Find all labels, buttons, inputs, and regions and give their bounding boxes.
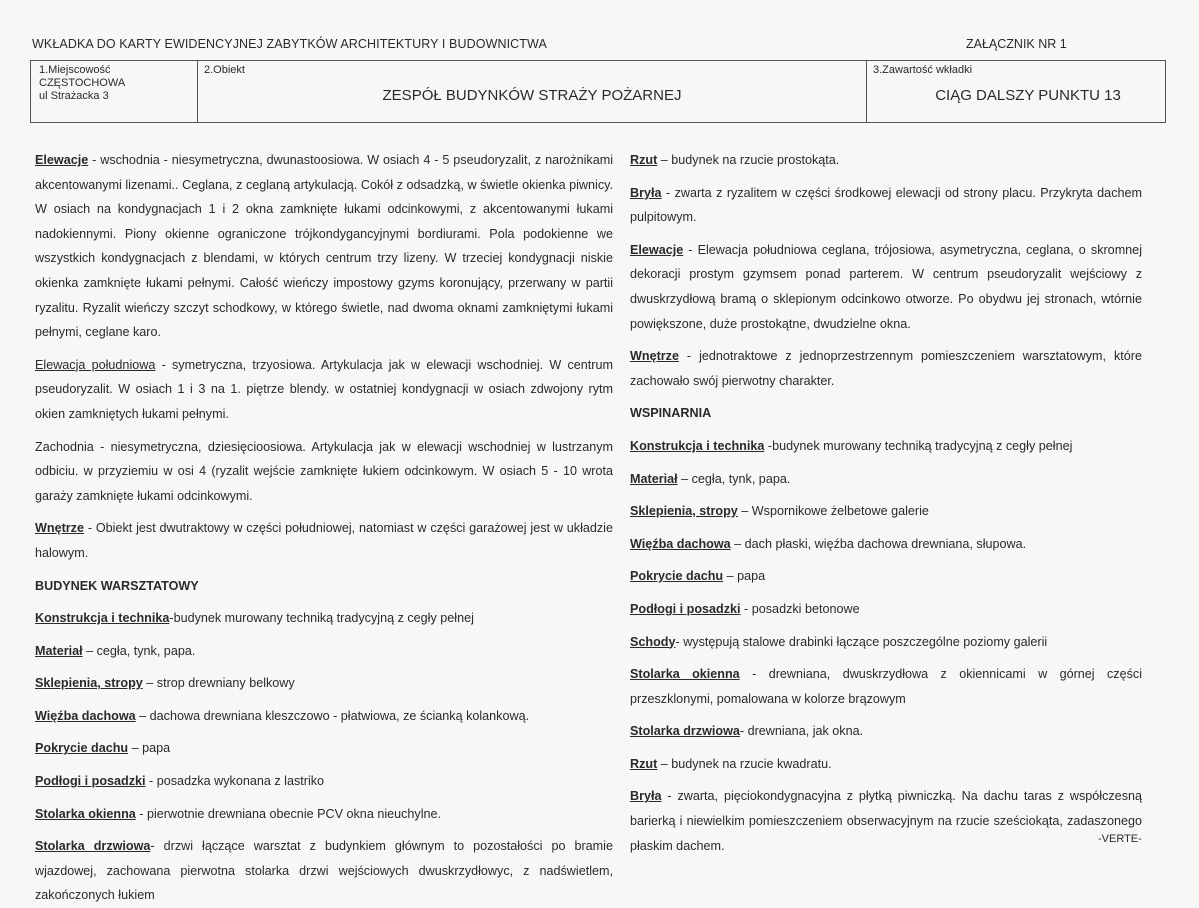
term: Materiał xyxy=(35,643,83,658)
term: Elewacja południowa xyxy=(35,357,156,372)
description: – budynek na rzucie prostokąta. xyxy=(657,153,840,167)
term: Bryła xyxy=(630,789,662,804)
item-massing xyxy=(630,784,1142,858)
item-doors xyxy=(630,719,1142,744)
record-header-box xyxy=(30,60,1166,123)
description: - jednotraktowe z jednoprzestrzennym pomieszczeniem warsztatowym, które zachowało swój pierwotny charakter. xyxy=(630,349,1142,388)
item-roof-covering xyxy=(35,736,613,761)
description: - występują stalowe drabinki łączące poszczególne poziomy galerii xyxy=(675,634,1048,649)
description: – budynek na rzucie kwadratu. xyxy=(657,756,832,771)
left-column xyxy=(35,148,613,908)
place-label: 1.Miejscowość xyxy=(39,64,111,76)
object-value: ZESPÓŁ BUDYNKÓW STRAŻY POŻARNEJ xyxy=(382,87,682,104)
description: – dach płaski, więźba dachowa drewniana, słupowa. xyxy=(730,536,1027,551)
description: – strop drewniany belkowy xyxy=(142,676,295,691)
content-cell xyxy=(867,61,1165,122)
paragraph-south-elevation xyxy=(35,353,613,427)
object-label: 2.Obiekt xyxy=(204,64,245,76)
description: - posadzka wykonana z lastriko xyxy=(145,774,325,789)
place-city: CZĘSTOCHOWA xyxy=(39,77,126,89)
term: Materiał xyxy=(630,471,678,486)
place-cell xyxy=(31,61,198,122)
document-title: WKŁADKA DO KARTY EWIDENCYJNEJ ZABYTKÓW ARCHITEKTURY I BUDOWNICTWA xyxy=(32,37,547,51)
paragraph-west-elevation xyxy=(35,435,613,509)
item-doors xyxy=(35,834,613,908)
description: Zachodnia - niesymetryczna, dziesięcioosiowa. Artykulacja jak w elewacji wschodniej w lustrzanym odbiciu. w przyziemiu w osi 4 (ryzalit wejście zamknięte łukiem odcinkowym. W osiach 5 - 10 wrota garaży zamknięte łukami odcinkowymi. xyxy=(35,439,613,503)
description: – papa xyxy=(723,569,766,584)
verte-note: -VERTE- xyxy=(1098,833,1142,845)
description: -budynek murowany techniką tradycyjną z cegły pełnej xyxy=(764,438,1073,453)
term: Wnętrze xyxy=(35,521,84,536)
item-windows xyxy=(630,662,1142,711)
section-heading-workshop: BUDYNEK WARSZTATOWY xyxy=(35,578,199,593)
description: - zwarta, pięciokondygnacyjna z płytką piwniczką. Na dachu taras z współczesną barierką i niewielkim pomieszczeniem obserwacyjnym na rzucie sześciokąta, zadaszonego płaskim dachem. xyxy=(630,789,1142,853)
term: Elewacje xyxy=(35,153,89,167)
item-roof-truss xyxy=(35,704,613,729)
item-floors xyxy=(630,597,1142,622)
item-windows xyxy=(35,802,613,827)
item-floors xyxy=(35,769,613,794)
item-ceilings xyxy=(630,499,1142,524)
description: - pierwotnie drewniana obecnie PCV okna nieuchylne. xyxy=(135,806,442,821)
description: - zwarta z ryzalitem w części środkowej elewacji od strony placu. Przykryta dachem pulpitowym. xyxy=(630,185,1142,225)
description: - drewniana, dwuskrzydłowa z okiennicami w górnej części przeszklonymi, pomalowana w kolorze brązowym xyxy=(630,667,1142,706)
description: – cegła, tynk, papa. xyxy=(677,471,791,486)
term: Podłogi i posadzki xyxy=(35,774,146,789)
description: – papa xyxy=(128,741,171,756)
place-street: ul Strażacka 3 xyxy=(39,90,109,102)
item-plan xyxy=(630,148,1142,173)
description: - posadzki betonowe xyxy=(740,601,860,616)
term: Konstrukcja i technika xyxy=(630,438,765,453)
term: Stolarka drzwiowa xyxy=(35,839,151,854)
section-heading-climbing-tower: WSPINARNIA xyxy=(630,406,712,421)
item-roof-truss xyxy=(630,532,1142,557)
item-construction xyxy=(630,434,1142,459)
content-value: CIĄG DALSZY PUNKTU 13 xyxy=(935,87,1121,104)
term: Więźba dachowa xyxy=(35,708,136,723)
item-interior xyxy=(630,344,1142,393)
description: - Obiekt jest dwutraktowy w części południowej, natomiast w części garażowej jest w układzie halowym. xyxy=(35,521,613,560)
content-label: 3.Zawartość wkładki xyxy=(873,64,973,76)
item-massing xyxy=(630,181,1142,230)
object-cell xyxy=(198,61,867,122)
term: Sklepienia, stropy xyxy=(35,676,143,691)
term: Schody xyxy=(630,634,676,649)
paragraph-east-elevation xyxy=(35,148,613,345)
description: - drewniana, jak okna. xyxy=(739,724,864,739)
term: Rzut xyxy=(630,756,658,771)
item-ceilings xyxy=(35,671,613,696)
item-material xyxy=(35,639,613,664)
annex-label: ZAŁĄCZNIK NR 1 xyxy=(966,37,1067,51)
term: Pokrycie dachu xyxy=(630,569,724,584)
term: Rzut xyxy=(630,153,658,167)
term: Wnętrze xyxy=(630,349,679,364)
item-elevations xyxy=(630,238,1142,336)
description: - symetryczna, trzyosiowa. Artykulacja jak w elewacji wschodniej. W centrum pseudoryzalit. W osiach 1 i 3 na 1. piętrze blendy. w ostatniej kondygnacji w osiach zdwojony rytm okien zamkniętych łukami pełnymi. xyxy=(35,357,613,421)
term: Pokrycie dachu xyxy=(35,741,129,756)
item-material xyxy=(630,467,1142,492)
description: – cegła, tynk, papa. xyxy=(82,643,196,658)
term: Więźba dachowa xyxy=(630,536,731,551)
description: -budynek murowany techniką tradycyjną z cegły pełnej xyxy=(169,611,474,626)
item-roof-covering xyxy=(630,564,1142,589)
term: Elewacje xyxy=(630,242,684,257)
right-column xyxy=(630,148,1142,858)
term: Stolarka okienna xyxy=(35,806,136,821)
term: Sklepienia, stropy xyxy=(630,504,738,519)
item-plan xyxy=(630,752,1142,777)
description: - drzwi łączące warsztat z budynkiem głównym to pozostałości po bramie wjazdowej, zachowana pierwotna stolarka drzwi wejściowych dwuskrzydłowyc, z nadświetlem, zakończonych łukiem xyxy=(35,839,613,903)
term: Bryła xyxy=(630,185,662,200)
description: – dachowa drewniana kleszczowo - płatwiowa, ze ścianką kolankową. xyxy=(135,708,530,723)
item-construction xyxy=(35,606,613,631)
term: Stolarka drzwiowa xyxy=(630,724,740,739)
term: Podłogi i posadzki xyxy=(630,601,741,616)
term: Stolarka okienna xyxy=(630,667,740,682)
description: - Elewacja południowa ceglana, trójosiowa, asymetryczna, ceglana, o skromnej dekoracji prostym gzymsem ponad parterem. W centrum pseudoryzalit wejściowy z dwuskrzydłową bramą o sklepionym odcinkowo otworze. Po obydwu jej stronach, wtórnie powiększone, duże prostokątne, dwudzielne okna. xyxy=(630,242,1142,331)
item-stairs xyxy=(630,630,1142,655)
description: - wschodnia - niesymetryczna, dwunastoosiowa. W osiach 4 - 5 pseudoryzalit, z narożnikami akcentowanymi lizenami.. Ceglana, z ceglaną artykulacją. Cokół z odsadzką, w świetle okienka piwnicy. W osiach na kondygnacjach 1 i 2 okna zamknięte łukami odcinkowymi, z akcentowanymi łukami nadokiennymi. Piony okienne ograniczone trójkondygancyjnymi bordiurami. Pola podokienne we wszystkich kondygnacjach z blendami, w których centrum trzy lizeny. W trzeciej kondygnacji niskie okienka zamknięte łukami pełnymi. Całość wieńczy impostowy gzyms koronujący, przerwany w partii ryzalitu. Ryzalit wieńczy szczyt schodkowy, w którego świetle, nad dwoma oknami zamkniętymi łukami pełnymi, ceglane karo. xyxy=(35,153,613,340)
term: Konstrukcja i technika xyxy=(35,611,170,626)
description: – Wspornikowe żelbetowe galerie xyxy=(737,504,929,519)
paragraph-interior xyxy=(35,516,613,565)
